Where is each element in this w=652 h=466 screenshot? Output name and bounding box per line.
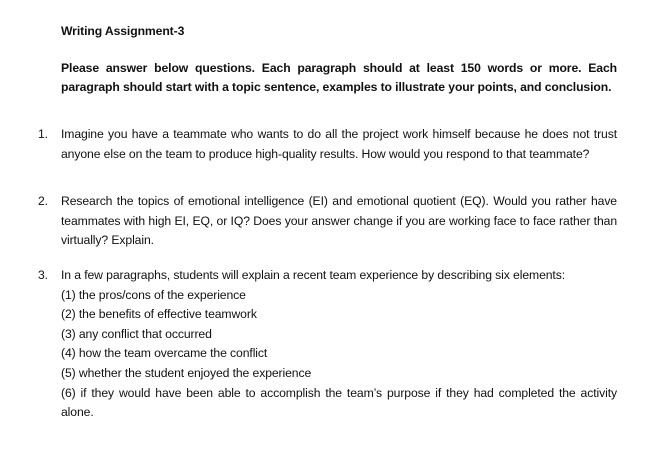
list-item: (3) any conflict that occurred bbox=[61, 326, 212, 341]
question-text: Imagine you have a teammate who wants to do all the project work himself because he does not trust anyone else on the team to produce high-quality results. How would you respond to that teammate? bbox=[61, 127, 617, 161]
list-item: (6) if they would have been able to accomplish the team’s purpose if they had completed the activity alone. bbox=[61, 385, 617, 420]
question-intro: In a few paragraphs, students will explain a recent team experience by describing six elements: bbox=[61, 268, 566, 282]
list-item: (5) whether the student enjoyed the experience bbox=[61, 365, 312, 380]
question-1 bbox=[38, 125, 618, 164]
question-text bbox=[61, 266, 617, 423]
assignment-title: Writing Assignment-3 bbox=[61, 24, 185, 38]
question-number: 3. bbox=[38, 268, 48, 282]
list-item: (2) the benefits of effective teamwork bbox=[61, 307, 257, 322]
list-item: (4) how the team overcame the conflict bbox=[61, 346, 268, 361]
assignment-instructions: Please answer below questions. Each paragraph should at least 150 words or more. Each paragraph should start with a topic sentence, examples to illustrate your points, and conclusion. bbox=[61, 61, 617, 94]
list-item: (1) the pros/cons of the experience bbox=[61, 287, 246, 302]
question-text: Research the topics of emotional intelligence (EI) and emotional quotient (EQ). Would you rather have teammates with high EI, EQ, or IQ? Does your answer change if you are working face to face rather than virtually? Explain. bbox=[61, 194, 617, 248]
question-2 bbox=[38, 192, 618, 251]
question-number: 2. bbox=[38, 194, 48, 208]
question-3 bbox=[38, 266, 618, 423]
question-number: 1. bbox=[38, 127, 48, 141]
